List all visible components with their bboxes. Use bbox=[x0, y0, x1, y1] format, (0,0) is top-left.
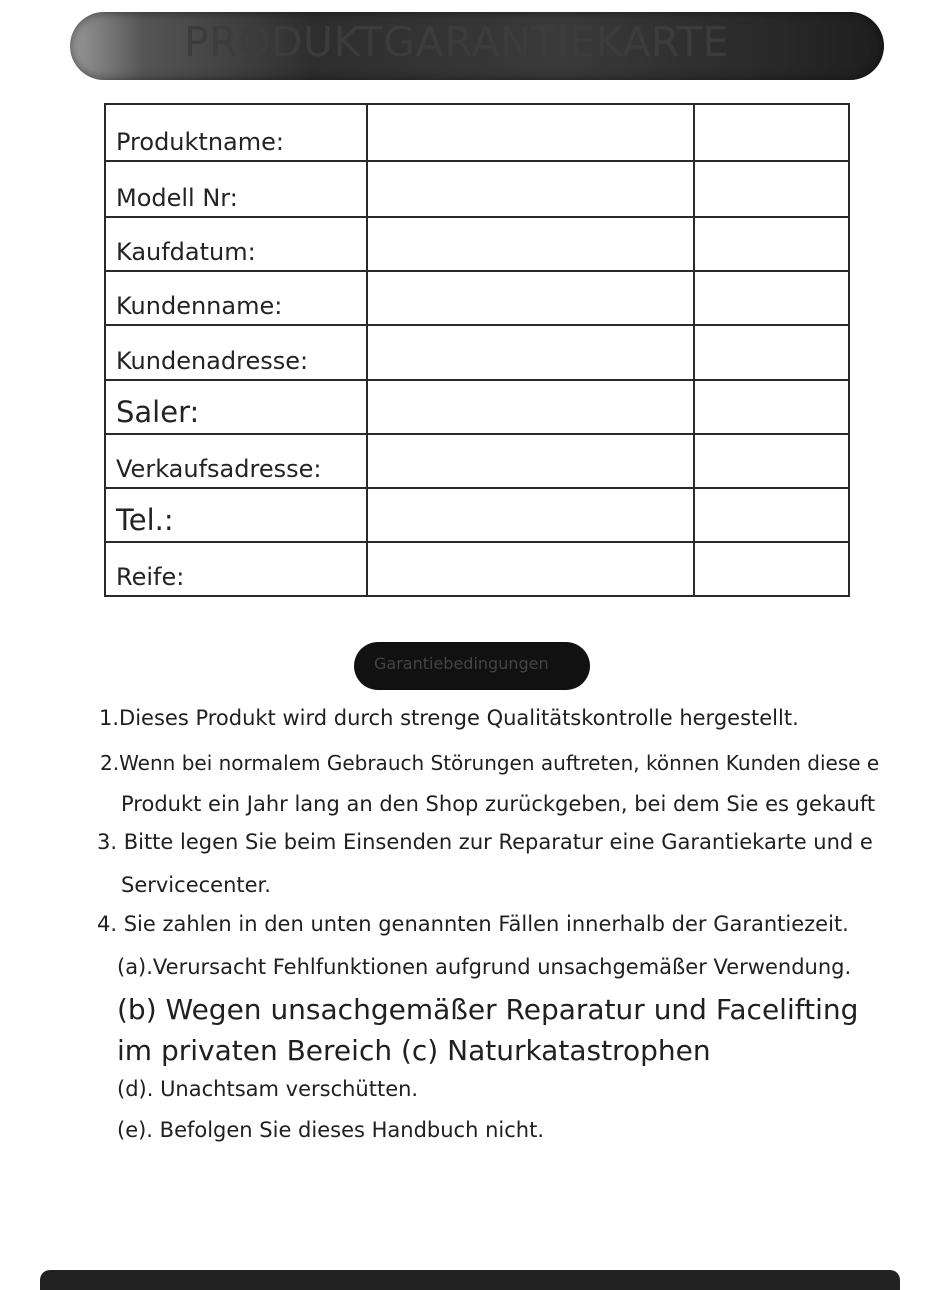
field-product-name-extra[interactable] bbox=[694, 104, 849, 161]
form-row-purchase-date bbox=[105, 217, 849, 271]
form-row-sales-address bbox=[105, 434, 849, 488]
field-sales-address[interactable] bbox=[367, 434, 694, 488]
form-row-product-name bbox=[105, 104, 849, 161]
condition-3-line-1: 3. Bitte legen Sie beim Einsenden zur Reparatur eine Garantiekarte und e bbox=[97, 830, 873, 854]
form-row-saler bbox=[105, 380, 849, 434]
field-reife[interactable] bbox=[367, 542, 694, 596]
label-customer-name: Kundenname: bbox=[105, 271, 367, 325]
field-sales-address-extra[interactable] bbox=[694, 434, 849, 488]
field-tel[interactable] bbox=[367, 488, 694, 542]
form-row-customer-address bbox=[105, 325, 849, 380]
section-heading: Garantiebedingungen bbox=[374, 654, 549, 673]
condition-1: 1.Dieses Produkt wird durch strenge Qualitätskontrolle hergestellt. bbox=[99, 706, 799, 730]
field-customer-name-extra[interactable] bbox=[694, 271, 849, 325]
label-model-no: Modell Nr: bbox=[105, 161, 367, 217]
field-model-no[interactable] bbox=[367, 161, 694, 217]
condition-3-line-2: Servicecenter. bbox=[121, 873, 271, 897]
condition-4-a: (a).Verursacht Fehlfunktionen aufgrund unsachgemäßer Verwendung. bbox=[117, 955, 852, 979]
field-product-name[interactable] bbox=[367, 104, 694, 161]
field-tel-extra[interactable] bbox=[694, 488, 849, 542]
label-customer-address: Kundenadresse: bbox=[105, 325, 367, 380]
condition-4-d: (d). Unachtsam verschütten. bbox=[117, 1077, 419, 1101]
condition-4-b-line-1: (b) Wegen unsachgemäßer Reparatur und Facelifting bbox=[117, 993, 859, 1026]
condition-2-line-2: Produkt ein Jahr lang an den Shop zurückgeben, bei dem Sie es gekauft bbox=[121, 792, 876, 816]
form-row-customer-name bbox=[105, 271, 849, 325]
label-saler: Saler: bbox=[105, 380, 367, 434]
label-tel: Tel.: bbox=[105, 488, 367, 542]
label-sales-address: Verkaufsadresse: bbox=[105, 434, 367, 488]
condition-2-line-1: 2.Wenn bei normalem Gebrauch Störungen auftreten, können Kunden diese e bbox=[100, 751, 880, 775]
form-row-reife bbox=[105, 542, 849, 596]
field-saler[interactable] bbox=[367, 380, 694, 434]
field-model-no-extra[interactable] bbox=[694, 161, 849, 217]
page-title: PRODUKTGARANTIEKARTE bbox=[184, 18, 729, 66]
field-saler-extra[interactable] bbox=[694, 380, 849, 434]
label-purchase-date: Kaufdatum: bbox=[105, 217, 367, 271]
form-row-tel bbox=[105, 488, 849, 542]
field-purchase-date-extra[interactable] bbox=[694, 217, 849, 271]
label-reife: Reife: bbox=[105, 542, 367, 596]
warranty-form-table bbox=[104, 103, 850, 597]
condition-4-e: (e). Befolgen Sie dieses Handbuch nicht. bbox=[117, 1118, 544, 1142]
form-row-model-no bbox=[105, 161, 849, 217]
field-reife-extra[interactable] bbox=[694, 542, 849, 596]
field-customer-address-extra[interactable] bbox=[694, 325, 849, 380]
bottom-banner-edge bbox=[40, 1270, 900, 1290]
field-customer-name[interactable] bbox=[367, 271, 694, 325]
condition-4: 4. Sie zahlen in den unten genannten Fällen innerhalb der Garantiezeit. bbox=[97, 912, 849, 936]
label-product-name: Produktname: bbox=[105, 104, 367, 161]
field-purchase-date[interactable] bbox=[367, 217, 694, 271]
condition-4-b-line-2: im privaten Bereich (c) Naturkatastrophen bbox=[117, 1034, 711, 1067]
field-customer-address[interactable] bbox=[367, 325, 694, 380]
